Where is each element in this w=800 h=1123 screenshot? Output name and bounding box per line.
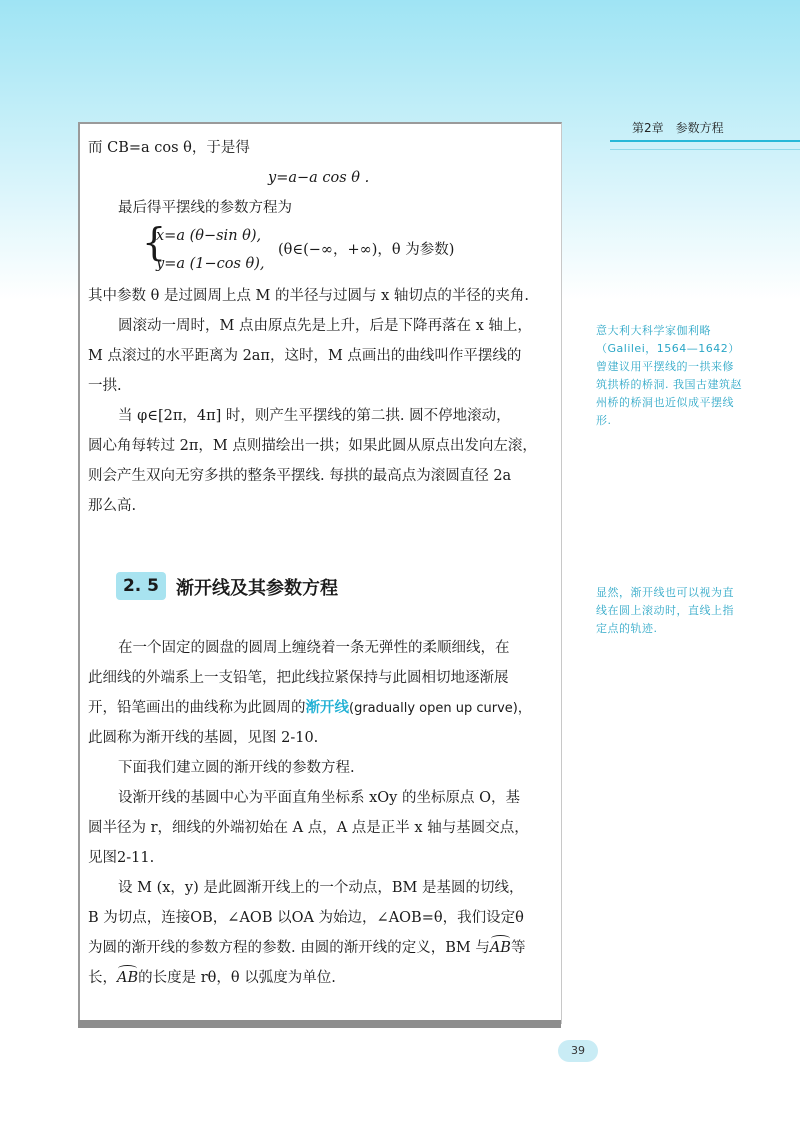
text-line: 在一个固定的圆盘的圆周上缠绕着一条无弹性的柔顺细线，在 [118,640,510,656]
text-fragment: 为圆的渐开线的参数方程的参数. 由圆的渐开线的定义，BM 与 [88,940,490,956]
text-line: 此圆称为渐开线的基圆，见图 2-10. [88,730,319,746]
content-frame-bottom-bar [78,1020,561,1028]
text-line: 那么高. [88,498,137,514]
equation-y: y=a−a cos θ . [268,170,370,186]
chapter-header: 第2章 参数方程 [632,121,724,135]
text-line: 此细线的外端系上一支铅笔，把此线拉紧保持与此圆相切地逐渐展 [88,670,509,686]
text-line: 圆半径为 r，细线的外端初始在 A 点，A 点是正半 x 轴与基圆交点， [88,820,529,836]
header-rule [610,140,800,142]
term-highlight: 渐开线 [305,699,349,716]
text-line: B 为切点，连接OB，∠AOB 以OA 为始边，∠AOB=θ，我们设定θ [88,910,524,926]
text-line [88,968,336,988]
equation-brace: { [142,220,167,264]
text-line: 当 φ∈[2π，4π] 时，则产生平摆线的第二拱. 圆不停地滚动， [118,408,511,424]
text-line: M 点滚过的水平距离为 2aπ，这时，M 点画出的曲线叫作平摆线的 [88,348,522,364]
text-line: 见图2-11. [88,850,155,866]
section-title: 渐开线及其参数方程 [176,578,338,599]
equation-y-line: y=a (1−cos θ), [156,256,265,272]
text-line: 设渐开线的基圆中心为平面直角坐标系 xOy 的坐标原点 O，基 [118,790,520,806]
arc-ab: AB [489,940,511,956]
header-rule-thin [610,149,800,150]
text-fragment: 等 [510,940,526,956]
side-note-involute: 显然，渐开线也可以视为直线在圆上滚动时，直线上指定点的轨迹. [596,586,734,635]
text-line: 一拱. [88,378,122,394]
equation-condition: (θ∈(−∞，+∞)，θ 为参数) [278,242,455,258]
text-line: 则会产生双向无穷多拱的整条平摆线. 每拱的最高点为滚圆直径 2a [88,468,512,484]
text-line [88,938,525,958]
term-english: (gradually open up curve)， [349,701,531,716]
equation-x-line: x=a (θ−sin θ), [156,228,262,244]
text-line: 设 M (x，y) 是此圆渐开线上的一个动点，BM 是基圆的切线， [118,880,524,896]
section-number-badge: 2. 5 [116,572,166,600]
text-line [88,698,531,719]
text-line: 其中参数 θ 是过圆周上点 M 的半径与过圆与 x 轴切点的半径的夹角. [88,288,530,304]
text-line: 而 CB=a cos θ，于是得 [88,140,250,156]
text-line: 下面我们建立圆的渐开线的参数方程. [118,760,355,776]
text-line: 圆心角每转过 2π，M 点则描绘出一拱；如果此圆从原点出发向左滚， [88,438,537,454]
arc-ab: AB [117,970,139,986]
text-line: 最后得平摆线的参数方程为 [118,200,292,216]
text-fragment: 开，铅笔画出的曲线称为此圆周的 [88,700,306,716]
side-note-galilei: 意大利大科学家伽利略（Galilei，1564—1642）曾建议用平摆线的一拱来修筑拱桥的桥洞. 我国古建筑赵州桥的桥洞也近似成平摆线形. [596,324,742,427]
page-number: 39 [558,1040,598,1062]
text-fragment: 长， [88,970,117,986]
text-fragment: 的长度是 rθ，θ 以弧度为单位. [138,970,336,986]
text-line: 圆滚动一周时，M 点由原点先是上升，后是下降再落在 x 轴上， [118,318,532,334]
